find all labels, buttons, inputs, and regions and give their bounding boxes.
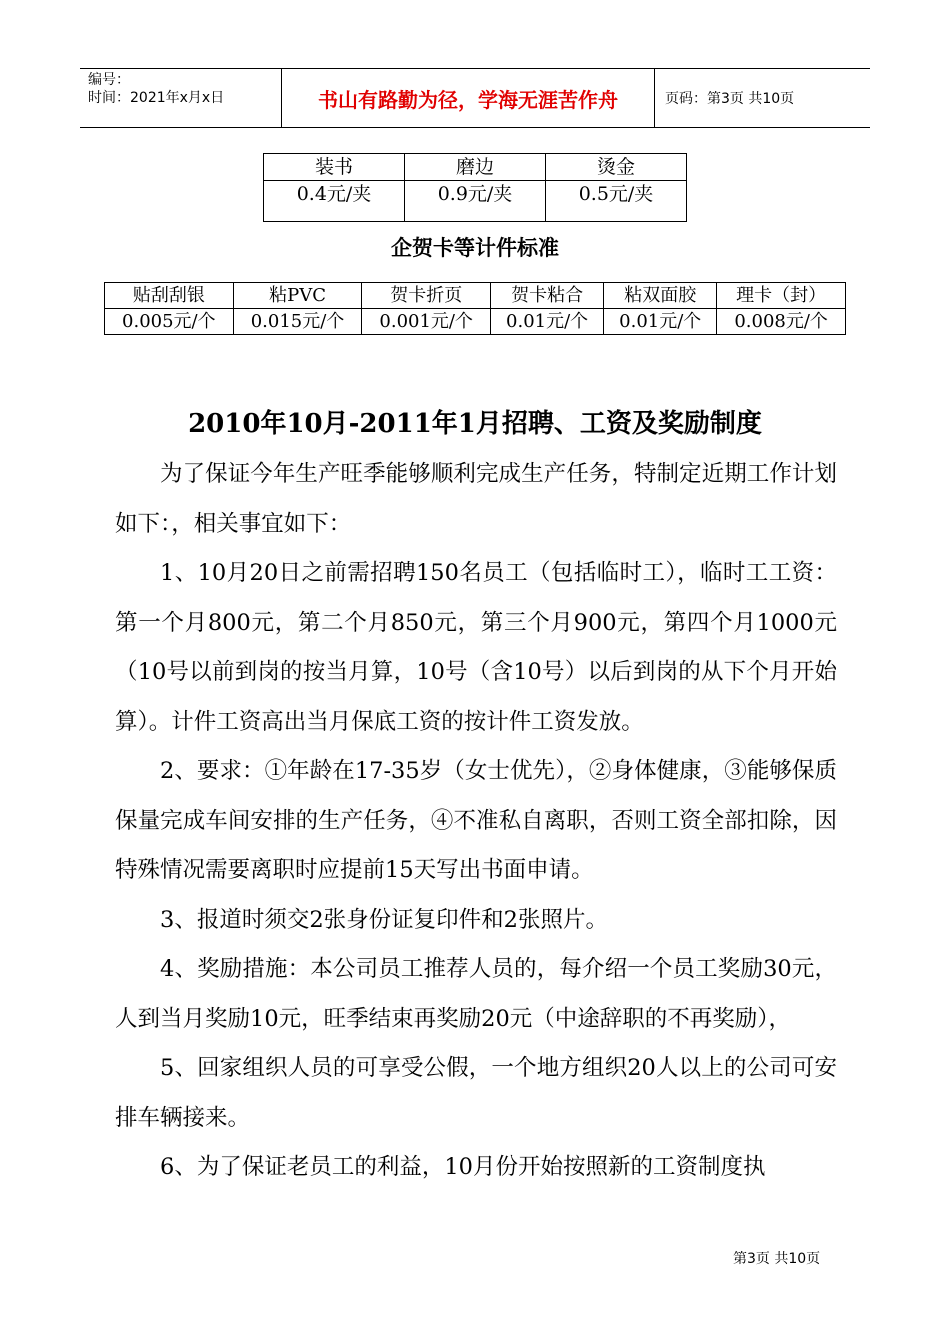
- paragraph: 6、为了保证老员工的利益，10月份开始按照新的工资制度执: [160, 1154, 766, 1180]
- paragraph: 1、10月20日之前需招聘150名员工（包括临时工），临时工工资：第一个月800元，第二个月850元，第三个月900元，第四个月1000元（10号以前到岗的按当月算，10号（含10号）以后到岗的从下个月开始算）。计件工资高出当月保底工资的按计件工资发放。: [115, 560, 837, 735]
- table-header-cell: 烫金: [546, 154, 687, 181]
- document-body: [115, 450, 837, 1193]
- header-number: 编号：: [88, 72, 130, 88]
- header-motto: 书山有路勤为径，学海无涯苦作舟: [282, 69, 655, 127]
- page-footer: 第3页 共10页: [733, 1251, 821, 1267]
- paragraph: 5、回家组织人员的可享受公假，一个地方组织20人以上的公司可安排车辆接来。: [115, 1055, 837, 1131]
- paragraph: 2、要求：①年龄在17-35岁（女士优先），②身体健康，③能够保质保量完成车间安排的生产任务，④不准私自离职，否则工资全部扣除，因特殊情况需要离职时应提前15天写出书面申请。: [115, 758, 837, 883]
- page-header: [80, 68, 870, 128]
- table-header-cell: 粘双面胶: [604, 283, 717, 309]
- table-row: [105, 283, 846, 309]
- header-date: 时间：2021年x月x日: [88, 90, 225, 106]
- table-cell: 0.4元/夹: [264, 181, 405, 222]
- document-title: 2010年10月-2011年1月招聘、工资及奖励制度: [188, 409, 762, 439]
- paragraph: 3、报道时须交2张身份证复印件和2张照片。: [160, 906, 608, 933]
- header-page-info: 页码：第3页 共10页: [665, 91, 795, 107]
- table-cell: 0.01元/个: [604, 309, 717, 335]
- table-header-cell: 贺卡粘合: [491, 283, 604, 309]
- table-cell: 0.5元/夹: [546, 181, 687, 222]
- binding-price-table: [263, 153, 687, 222]
- table-cell: 0.015元/个: [233, 309, 362, 335]
- table-header-cell: 理卡（封）: [717, 283, 846, 309]
- table-cell: 0.005元/个: [105, 309, 234, 335]
- table-header-cell: 贺卡折页: [362, 283, 491, 309]
- table-cell: 0.9元/夹: [405, 181, 546, 222]
- table-cell: 0.008元/个: [717, 309, 846, 335]
- table-header-cell: 贴刮刮银: [105, 283, 234, 309]
- paragraph: 4、奖励措施：本公司员工推荐人员的，每介绍一个员工奖励30元，人到当月奖励10元，旺季结束再奖励20元（中途辞职的不再奖励），: [115, 956, 837, 1032]
- table-cell: 0.001元/个: [362, 309, 491, 335]
- table-row: [105, 309, 846, 335]
- section-title: 企贺卡等计件标准: [391, 236, 559, 260]
- paragraph: 为了保证今年生产旺季能够顺利完成生产任务，特制定近期工作计划如下：，相关事宜如下：: [115, 461, 837, 537]
- greeting-card-price-table: [104, 282, 846, 335]
- table-cell: 0.01元/个: [491, 309, 604, 335]
- table-row: [264, 154, 687, 181]
- header-meta: [80, 69, 282, 127]
- table-row: [264, 181, 687, 222]
- table-header-cell: 粘PVC: [233, 283, 362, 309]
- table-header-cell: 磨边: [405, 154, 546, 181]
- table-header-cell: 装书: [264, 154, 405, 181]
